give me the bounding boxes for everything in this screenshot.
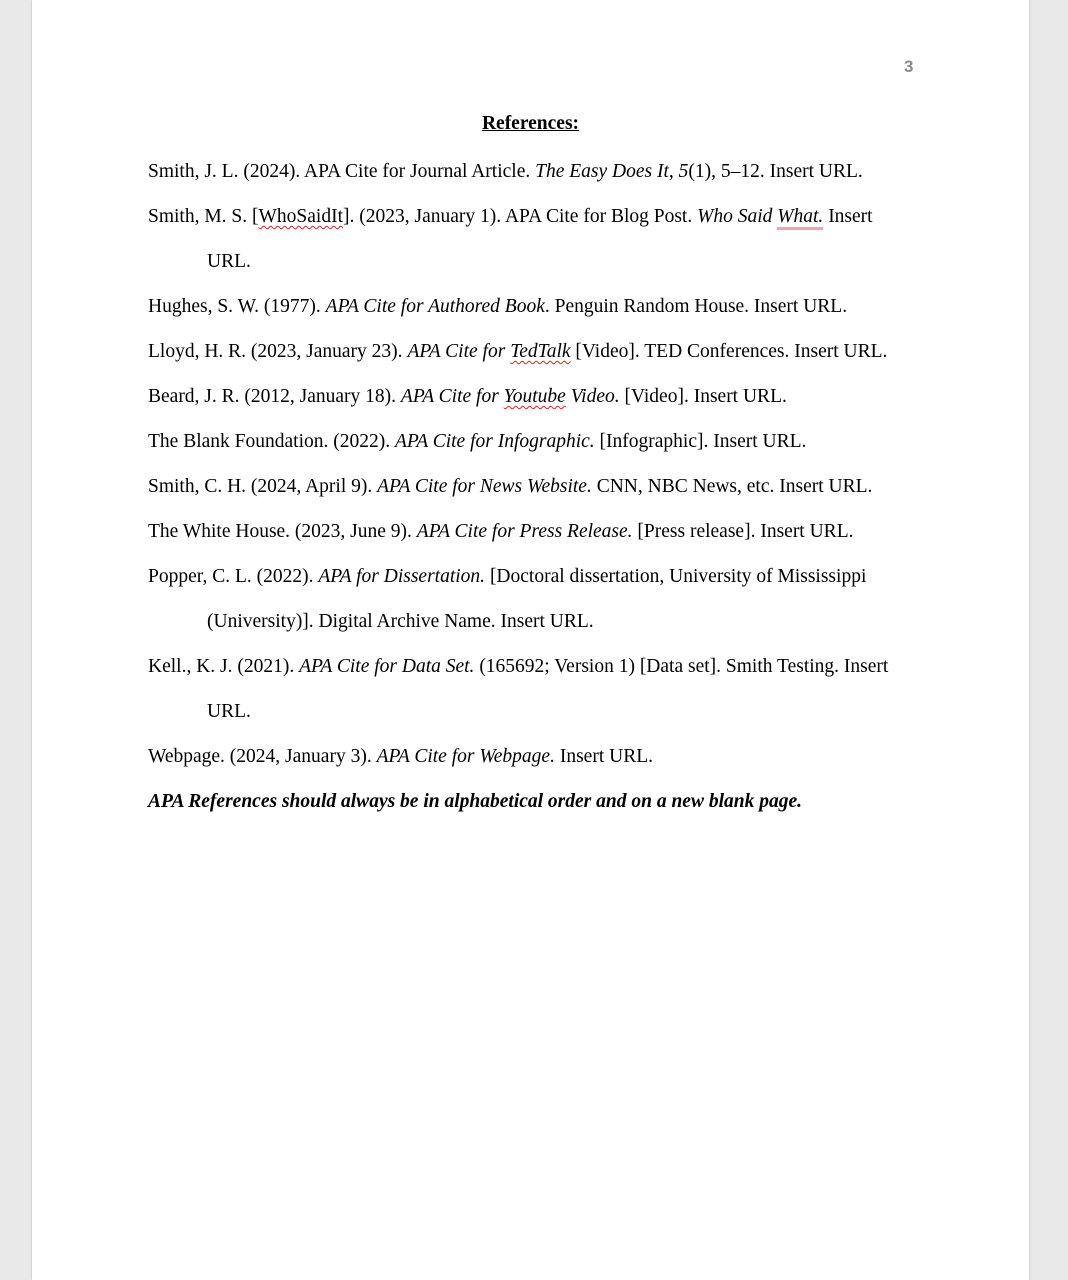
reference-entry: Hughes, S. W. (1977). APA Cite for Authored Book. Penguin Random House. Insert URL. bbox=[148, 296, 848, 317]
references-heading: References: bbox=[481, 113, 580, 134]
document-page bbox=[32, 0, 1029, 1280]
reference-entry: Webpage. (2024, January 3). APA Cite for Webpage. Insert URL. bbox=[148, 746, 653, 767]
reference-entry: Lloyd, H. R. (2023, January 23). APA Cite for TedTalk [Video]. TED Conferences. Insert URL. bbox=[148, 341, 888, 362]
reference-entry: Smith, C. H. (2024, April 9). APA Cite for News Website. CNN, NBC News, etc. Insert URL. bbox=[148, 476, 873, 497]
spelling-error-mark: Youtube bbox=[503, 386, 566, 407]
page-number: 3 bbox=[904, 57, 914, 76]
reference-entry: The White House. (2023, June 9). APA Cite for Press Release. [Press release]. Insert URL. bbox=[148, 521, 854, 542]
reference-entry: Smith, M. S. [WhoSaidIt]. (2023, January 1). APA Cite for Blog Post. Who Said What. Insert URL. bbox=[148, 206, 873, 272]
reference-entry: The Blank Foundation. (2022). APA Cite for Infographic. [Infographic]. Insert URL. bbox=[148, 431, 807, 452]
spelling-error-mark: WhoSaidIt bbox=[258, 206, 344, 227]
reference-list bbox=[148, 149, 908, 824]
spelling-error-mark: TedTalk bbox=[510, 341, 571, 362]
reference-entry: Beard, J. R. (2012, January 18). APA Cite for Youtube Video. [Video]. Insert URL. bbox=[148, 386, 787, 407]
reference-entry: Kell., K. J. (2021). APA Cite for Data Set. (165692; Version 1) [Data set]. Smith Testing. Insert URL. bbox=[148, 656, 889, 722]
reference-entry: Smith, J. L. (2024). APA Cite for Journal Article. The Easy Does It, 5(1), 5–12. Insert URL. bbox=[148, 161, 863, 182]
reference-entry: Popper, C. L. (2022). APA for Dissertation. [Doctoral dissertation, University of Mississippi (University)]. Digital Archive Name. Insert URL. bbox=[148, 566, 867, 632]
grammar-error-mark: What. bbox=[777, 206, 823, 230]
alphabetical-order-note: APA References should always be in alphabetical order and on a new blank page. bbox=[148, 791, 803, 812]
